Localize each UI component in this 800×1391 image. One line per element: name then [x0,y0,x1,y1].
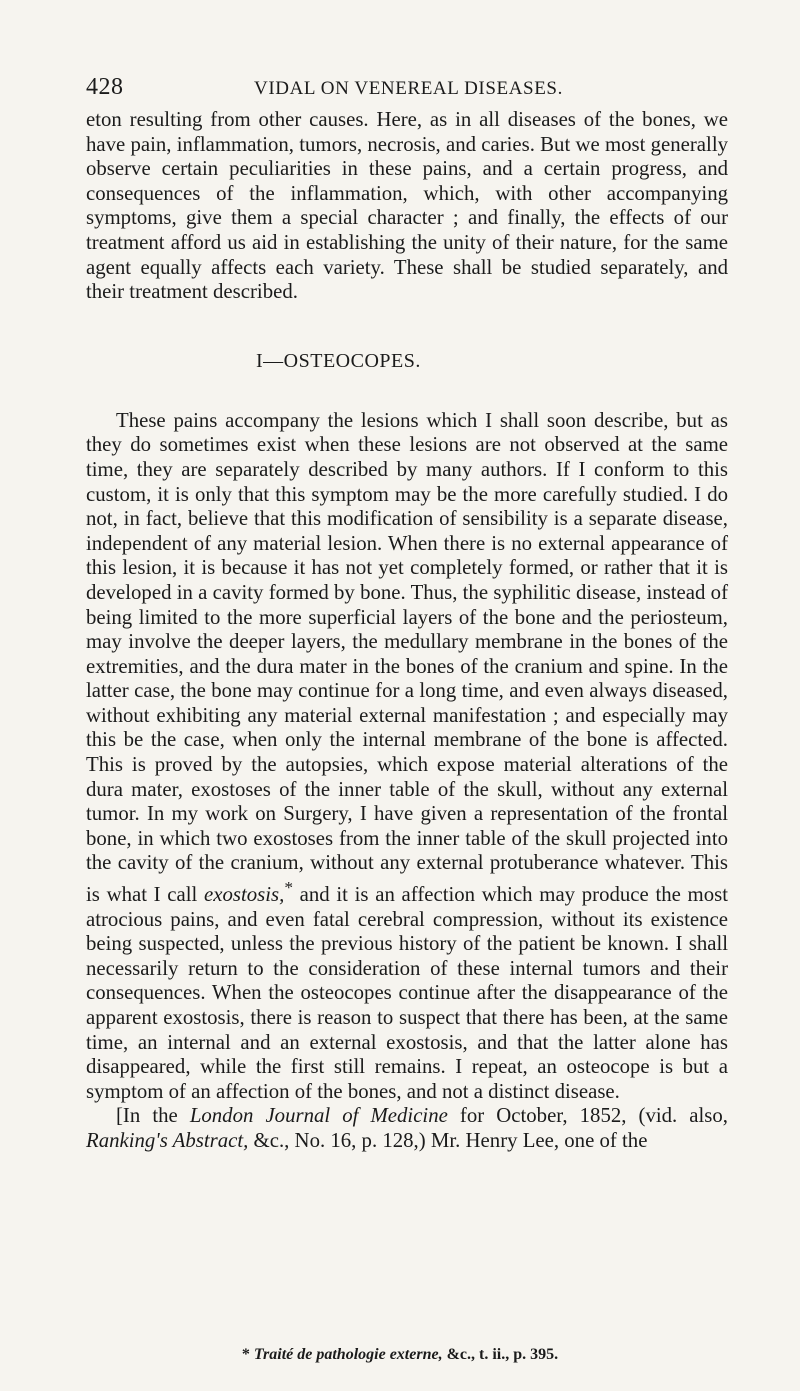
osteocopes-text-part2: and it is an affection which may produce the most atrocious pains, and even fatal cerebral compression, without its existence being suspected, unless the previous history of the patient be known. I shall necessarily return to the consideration of these internal tumors and their consequences. When the osteocopes continue after the disappearance of the apparent exostosis, there is reason to suspect that there has been, at the same time, an internal and an external exostosis, and that the latter alone has disappeared, while the first still remains. I repeat, an osteocope is but a symptom of an affection of the bones, and not a distinct disease. [86,882,728,1103]
page-body [86,108,728,1153]
footnote-mark: * [241,1346,254,1363]
footnote [0,1345,800,1365]
section-heading: I—OSTEOCOPES. [256,349,421,372]
osteocopes-text-part1: These pains accompany the lesions which I shall soon describe, but as they do sometimes exist when these lesions are not observed at the same time, they are separately described by many authors. If I conform to this custom, it is only that this symptom may be the more carefully studied. I do not, in fact, believe that this modification of sensibility is a separate disease, independent of any material lesion. When there is no external appearance of this lesion, it is because it has not yet completely formed, or rather that it is developed in a cavity formed by bone. Thus, the syphilitic disease, instead of being limited to the more superficial layers of the bone and the periosteum, may involve the deeper layers, the medullary membrane in the bones of the extremities, and the dura mater in the bones of the cranium and spine. In the latter case, the bone may continue for a long time, and even always diseased, without exhibiting any material external manifestation ; and especially may this be the case, when only the internal membrane of the bone is affected. This is proved by the autopsies, which expose material alterations of the dura mater, exostoses of the inner table of the skull, without any external tumor. In my work on Surgery, I have given a representation of the frontal bone, in which two exostoses from the inner table of the skull projected into the cavity of the cranium, without any external protuberance whatever. This is what I call [86,408,728,906]
journal-title: London Journal of Medicine [189,1104,448,1128]
footnote-title: Traité de pathologie externe, [253,1346,443,1363]
exostosis-term: exostosis, [204,882,285,906]
abstract-title: Ranking's Abstract, [86,1128,249,1152]
continuation-paragraph: eton resulting from other causes. Here, as in all diseases of the bones, we have pain, inflammation, tumors, necrosis, and caries. But we most generally observe certain peculiarities in these pains, and a certain progress, and consequences of the inflammation, which, with other accompanying symptoms, give them a special character ; and finally, the effects of our treatment afford us aid in establishing the unity of their nature, for the same agent equally affects each variety. These shall be studied separately, and their treatment described. [86,108,728,304]
running-head [86,74,728,104]
bracket-text-part3: &c., No. 16, p. 128,) Mr. Henry Lee, one of the [248,1128,648,1152]
footnote-reference-text: &c., t. ii., p. 395. [442,1346,559,1363]
bracket-text-part1: [In the [116,1104,190,1128]
page-number: 428 [86,74,124,100]
bracket-paragraph [86,1104,728,1153]
osteocopes-paragraph [86,409,728,1105]
bracket-text-part2: for October, 1852, (vid. also, [447,1104,728,1128]
running-title: VIDAL ON VENEREAL DISEASES. [254,78,563,99]
footnote-reference: * [284,878,293,898]
